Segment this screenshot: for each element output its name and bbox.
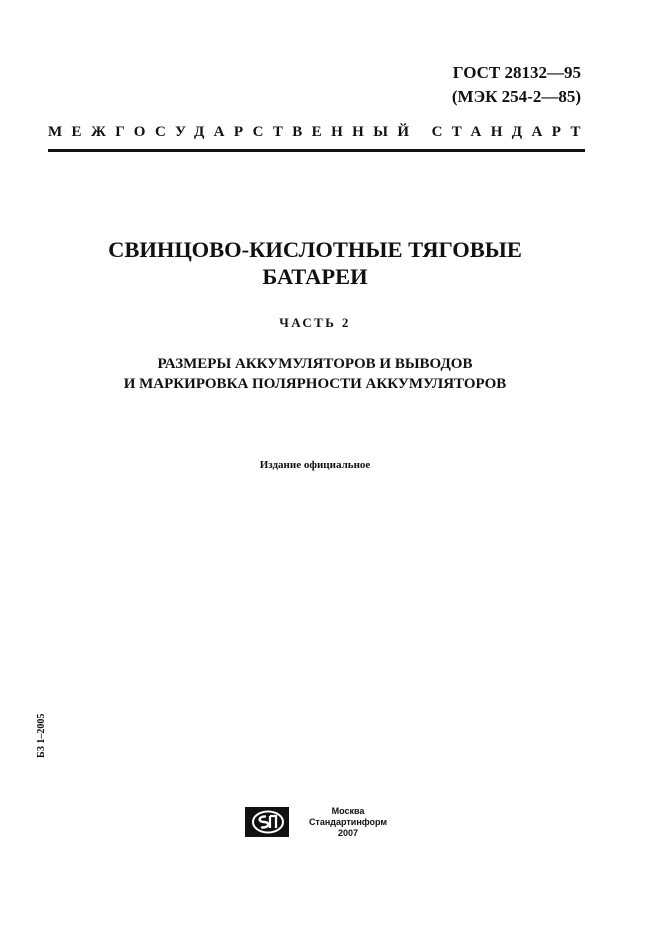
side-registration-code: БЗ 1–2005 — [36, 713, 47, 758]
header-divider — [48, 149, 585, 152]
document-title — [0, 236, 630, 290]
document-subtitle — [0, 354, 630, 394]
publisher-city: Москва — [331, 806, 365, 816]
title-line-2: БАТАРЕИ — [262, 264, 368, 289]
standard-type-heading: МЕЖГОСУДАРСТВЕННЫЙ СТАНДАРТ — [48, 124, 590, 140]
part-label: ЧАСТЬ 2 — [279, 315, 351, 330]
title-line-1: СВИНЦОВО-КИСЛОТНЫЕ ТЯГОВЫЕ — [108, 237, 522, 262]
publisher-name: Стандартинформ — [308, 817, 388, 827]
iec-code: (МЭК 254-2—85) — [451, 87, 581, 106]
gost-code: ГОСТ 28132—95 — [452, 63, 581, 82]
publisher-imprint — [300, 806, 396, 839]
edition-note: Издание официальное — [259, 459, 371, 471]
standartinform-logo-icon — [245, 807, 289, 837]
subtitle-line-1: РАЗМЕРЫ АККУМУЛЯТОРОВ И ВЫВОДОВ — [157, 356, 473, 372]
subtitle-line-2: И МАРКИРОВКА ПОЛЯРНОСТИ АККУМУЛЯТОРОВ — [123, 376, 507, 392]
publication-year: 2007 — [337, 828, 359, 838]
